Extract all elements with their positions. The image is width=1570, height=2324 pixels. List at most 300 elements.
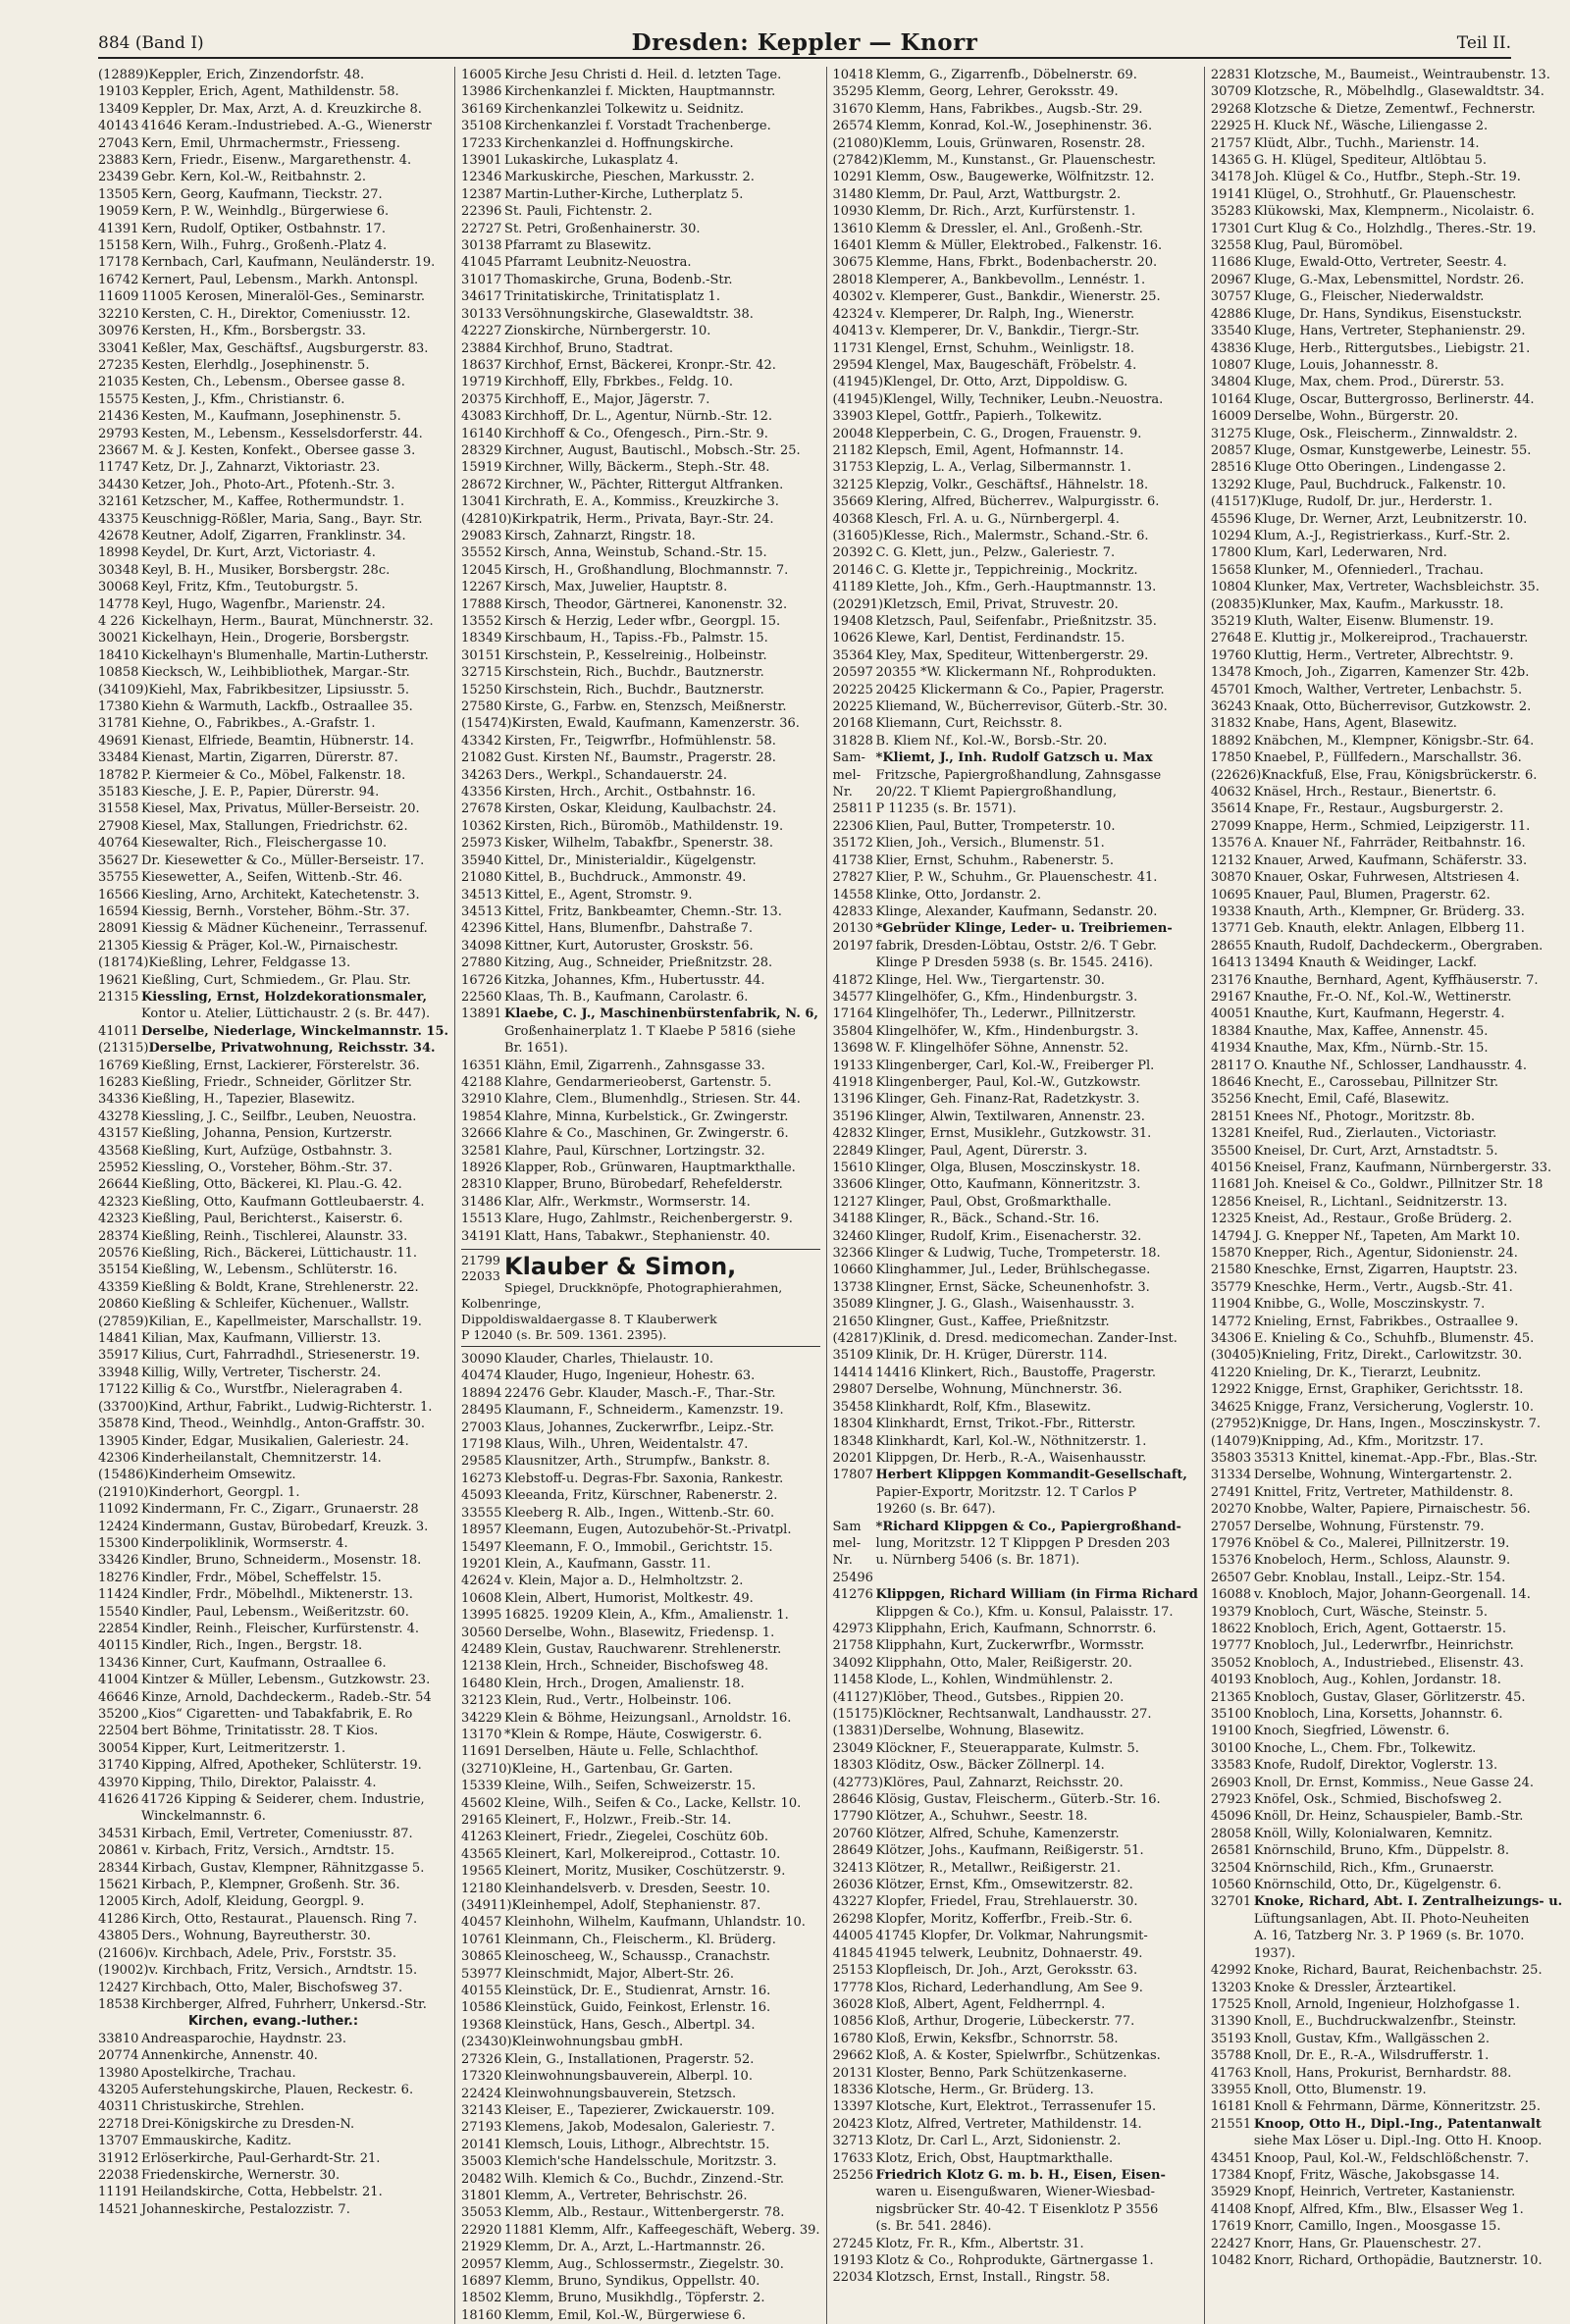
directory-entry <box>98 169 448 185</box>
entry-text: Kesten, J., Kfm., Christianstr. 6. <box>141 391 345 407</box>
entry-text: Klemm, Alb., Restaur., Wittenbergerstr. 78. <box>504 2205 785 2221</box>
entry-text: Kiehl, Max, Fabrikbesitzer, Lipsiusstr. 5. <box>148 682 409 697</box>
phone-number: 21182 <box>832 442 873 458</box>
phone-number: 35669 <box>832 494 873 510</box>
phone-number: 29585 <box>461 1454 502 1470</box>
entry-text: Knoke, Richard, Baurat, Reichenbachstr. 25. <box>1253 1963 1543 1979</box>
directory-entry <box>461 613 819 630</box>
phone-number: 29662 <box>832 2048 873 2064</box>
phone-number: 20857 <box>1210 442 1252 458</box>
entry-text: Kickelhayn, Hein., Drogerie, Borsbergstr. <box>141 631 410 646</box>
entry-text: 41646 Keram.-Industriebed. A.-G., Wienerstr <box>141 119 432 134</box>
entry-text: Knauthe, Fr.-O. Nf., Kol.-W., Wettinerstr. <box>1253 989 1512 1005</box>
directory-entry <box>1211 1484 1562 1501</box>
directory-entry <box>98 1416 448 1432</box>
phone-number: 21082 <box>461 750 502 766</box>
phone-number: 34306 <box>1210 1331 1252 1347</box>
entry-text: Kleinstück, Hans, Gesch., Albertpl. 34. <box>504 2017 756 2033</box>
phone-number: 31558 <box>98 801 139 817</box>
entry-text: Kesten, M., Lebensm., Kesselsdorferstr. 44. <box>141 426 423 441</box>
entry-text: Knieling, Ernst, Fabrikbes., Ostraallee 9. <box>1253 1314 1519 1329</box>
phone-number: 19854 <box>461 1109 502 1124</box>
directory-entry <box>98 2031 448 2047</box>
phone-number: 10807 <box>1210 357 1252 373</box>
phone-number: 35627 <box>98 852 139 868</box>
entry-text: Kiesling, Arno, Architekt, Katechetenstr. 3. <box>141 887 420 903</box>
phone-number: 46646 <box>98 1689 139 1705</box>
phone-number: 18782 <box>98 767 139 783</box>
phone-number: 20423 <box>832 2116 873 2132</box>
entry-text: Klemm, Bruno, Syndikus, Oppellstr. 40. <box>504 2273 760 2289</box>
directory-entry <box>1211 1450 1562 1467</box>
phone-number: 18410 <box>98 647 139 663</box>
directory-entry <box>1211 1194 1562 1211</box>
entry-text: Kontor u. Atelier, Lüttichaustr. 2 (s. Br. 447). <box>141 1007 431 1022</box>
entry-text: Kluge, Hans, Vertreter, Stephanienstr. 29. <box>1253 324 1526 339</box>
entry-text: Kießling, Rich., Bäckerei, Lüttichaustr. 11. <box>141 1246 418 1262</box>
phone-number: 40764 <box>98 836 139 852</box>
phone-number: 36169 <box>461 101 502 117</box>
directory-entry <box>461 1402 819 1419</box>
entry-text: Klötzer, Johs., Kaufmann, Reißigerstr. 51. <box>875 1843 1144 1859</box>
directory-entry <box>1211 1296 1562 1313</box>
entry-text: Kirsten, Rich., Büromöb., Mathildenstr. 19. <box>504 818 784 834</box>
directory-entry <box>98 869 448 886</box>
directory-entry <box>461 2256 819 2273</box>
entry-text: J. G. Knepper Nf., Tapeten, Am Markt 10. <box>1253 1228 1521 1244</box>
entry-text: Klingelhöfer, G., Kfm., Hindenburgstr. 3. <box>875 989 1138 1005</box>
entry-text: Klingelhöfer, W., Kfm., Hindenburgstr. 3. <box>875 1023 1139 1039</box>
directory-entry <box>1211 477 1562 493</box>
entry-text: Gebr. Knoblau, Install., Leipz.-Str. 154. <box>1253 1570 1506 1585</box>
phone-number: 21650 <box>832 1314 873 1329</box>
directory-entry <box>833 1365 1198 1381</box>
phone-number: 18349 <box>461 631 502 646</box>
directory-entry <box>1211 2201 1562 2218</box>
entry-text: Kleinmann, Ch., Fleischerm., Kl. Brüderg. <box>504 1932 776 1947</box>
entry-text: Knoll, E., Buchdruckwalzenfbr., Steinstr. <box>1253 2014 1517 2030</box>
phone-number: 19621 <box>98 972 139 988</box>
entry-text: Klier, Ernst, Schuhm., Rabenerstr. 5. <box>875 852 1115 868</box>
entry-text: Kliemand, W., Bücherrevisor, Güterb.-Str. 30. <box>875 699 1168 715</box>
directory-entry <box>98 1893 448 1910</box>
entry-text: Klinger, Ernst, Musiklehr., Gutzkowstr. 31. <box>875 1126 1152 1142</box>
directory-entry <box>1211 1706 1562 1723</box>
phone-number: 19103 <box>98 84 139 100</box>
directory-entry <box>1211 442 1562 459</box>
entry-text: Curt Klug & Co., Holzhdlg., Theres.-Str. 19. <box>1253 221 1537 236</box>
directory-entry <box>1211 562 1562 579</box>
directory-entry <box>461 852 819 869</box>
entry-text: Kirchrath, E. A., Kommiss., Kreuzkirche 3. <box>504 494 779 510</box>
phone-number: 35183 <box>98 785 139 800</box>
phone-number: 31390 <box>1210 2014 1252 2030</box>
phone-number: 34263 <box>461 767 502 783</box>
entry-text: v. Kirchbach, Adele, Priv., Forststr. 35. <box>148 1945 396 1961</box>
directory-entry <box>1211 1655 1562 1672</box>
phone-number: 20375 <box>461 391 502 407</box>
entry-text: Kliemann, Curt, Reichsstr. 8. <box>875 716 1063 732</box>
entry-text: Kluth, Walter, Eisenw. Blumenstr. 19. <box>1253 614 1494 629</box>
phone-number: 41263 <box>461 1830 502 1845</box>
phone-number: 41276 <box>832 1587 873 1603</box>
directory-entry <box>833 698 1198 715</box>
phone-number: 34336 <box>98 1092 139 1108</box>
directory-entry <box>833 1996 1198 2013</box>
directory-entry <box>98 2116 448 2133</box>
phone-number: 16088 <box>1210 1587 1252 1603</box>
entry-text: Kilian, Max, Kaufmann, Villierstr. 13. <box>141 1331 382 1347</box>
entry-text: Kipper, Kurt, Leitmeritzerstr. 1. <box>141 1740 346 1756</box>
directory-entry <box>1211 647 1562 664</box>
phone-number: 15610 <box>832 1161 873 1175</box>
entry-text: Kirsch, Max, Juwelier, Hauptstr. 8. <box>504 580 728 595</box>
entry-text: Klippgen, Dr. Herb., R.-A., Waisenhausstr. <box>875 1450 1147 1466</box>
phone-number: 20168 <box>832 716 873 732</box>
entry-text: Klapper, Bruno, Bürobedarf, Rehefelderstr. <box>504 1177 783 1193</box>
directory-entry <box>1211 1262 1562 1278</box>
directory-entry <box>833 306 1198 323</box>
phone-number: (15474) <box>461 716 512 732</box>
entry-text: Klipphahn, Otto, Maler, Reißigerstr. 20. <box>875 1655 1132 1671</box>
directory-entry <box>98 101 448 118</box>
phone-number: 40193 <box>1210 1673 1252 1688</box>
directory-entry <box>1211 221 1562 237</box>
entry-text: Knöll, Dr. Heinz, Schauspieler, Bamb.-Str. <box>1253 1809 1524 1825</box>
directory-entry <box>98 1791 448 1808</box>
directory-entry <box>833 1279 1198 1296</box>
phone-number: 28329 <box>461 442 502 458</box>
entry-text: Kluge, Herb., Rittergutsbes., Liebigstr. 21. <box>1253 340 1531 356</box>
phone-number: 21551 <box>1210 2116 1252 2132</box>
phone-number: 32701 <box>1210 1894 1252 1910</box>
directory-entry <box>833 1296 1198 1313</box>
directory-entry <box>461 682 819 698</box>
phone-number: 16140 <box>461 426 502 441</box>
directory-entry <box>833 1842 1198 1859</box>
entry-text: Knoll, Otto, Blumenstr. 19. <box>1253 2082 1427 2097</box>
directory-entry <box>461 357 819 374</box>
directory-entry <box>461 2034 819 2050</box>
directory-entry <box>1211 1109 1562 1125</box>
directory-entry <box>833 1399 1198 1416</box>
directory-entry <box>1211 989 1562 1006</box>
directory-entry <box>461 391 819 408</box>
directory-entry <box>1211 511 1562 528</box>
directory-entry <box>1211 1586 1562 1603</box>
directory-entry <box>98 528 448 544</box>
phone-number: 34625 <box>1210 1399 1252 1415</box>
directory-entry <box>98 511 448 528</box>
entry-text: Lukaskirche, Lukasplatz 4. <box>504 153 679 169</box>
entry-text: Kernert, Paul, Lebensm., Markh. Antonspl. <box>141 272 419 287</box>
phone-number: 22718 <box>98 2116 139 2132</box>
directory-entry <box>833 1740 1198 1757</box>
directory-entry <box>1211 1091 1562 1108</box>
entry-text: Klemsch, Louis, Lithogr., Albrechtstr. 15. <box>504 2137 770 2152</box>
entry-text: Kernbach, Carl, Kaufmann, Neuländerstr. 19. <box>141 255 436 271</box>
entry-text: A. Knauer Nf., Fahrräder, Reitbahnstr. 16. <box>1253 836 1526 852</box>
phone-number: 30865 <box>461 1949 502 1965</box>
directory-entry <box>98 938 448 955</box>
directory-entry <box>461 647 819 664</box>
directory-entry <box>98 2167 448 2184</box>
phone-number: 35929 <box>1210 2185 1252 2200</box>
phone-number: 17122 <box>98 1382 139 1398</box>
phone-number: 30090 <box>461 1352 502 1368</box>
phone-number: 15300 <box>98 1535 139 1551</box>
entry-text: Winckelmannstr. 6. <box>141 1809 266 1825</box>
phone-number: 35053 <box>461 2205 502 2221</box>
directory-entry <box>1211 1535 1562 1552</box>
phone-number: 10930 <box>832 204 873 220</box>
phone-number: 25952 <box>98 1161 139 1175</box>
entry-text: Kley, Max, Spediteur, Wittenbergerstr. 29. <box>875 647 1149 663</box>
directory-entry <box>98 1467 448 1483</box>
directory-entry <box>461 1074 819 1091</box>
phone-number: 19338 <box>1210 904 1252 919</box>
entry-text: Kirste, G., Farbw. en, Stenzsch, Meißnerstr. <box>504 699 787 715</box>
entry-text: Kirche Jesu Christi d. Heil. d. letzten Tage. <box>504 68 782 82</box>
phone-number: 32910 <box>461 1092 502 1108</box>
directory-entry <box>461 1573 819 1589</box>
entry-text: Klötzer, Alfred, Schuhe, Kamenzerstr. <box>875 1826 1120 1841</box>
directory-entry <box>98 186 448 203</box>
phone-number: 16742 <box>98 272 139 287</box>
phone-number: 27245 <box>832 2236 873 2251</box>
phone-number: (20835) <box>1210 596 1262 612</box>
directory-entry <box>461 1658 819 1675</box>
entry-text: Klingner, Gust., Kaffee, Prießnitzstr. <box>875 1314 1110 1329</box>
entry-text: Markuskirche, Pieschen, Markusstr. 2. <box>504 170 755 185</box>
directory-entry <box>98 1484 448 1501</box>
phone-number: 36028 <box>832 1996 873 2012</box>
directory-entry <box>461 1091 819 1108</box>
directory-entry <box>98 408 448 425</box>
phone-number: 35755 <box>98 870 139 886</box>
directory-entry <box>98 579 448 595</box>
entry-text: Kiessling, J. C., Seilfbr., Leuben, Neuostra. <box>141 1109 417 1124</box>
directory-entry <box>833 682 1198 698</box>
phone-number: 19141 <box>1210 186 1252 202</box>
directory-entry <box>461 2239 819 2255</box>
directory-entry <box>461 477 819 493</box>
phone-number: 17619 <box>1210 2219 1252 2235</box>
phone-number: 17976 <box>1210 1535 1252 1551</box>
entry-text: Kießling, Paul, Berichterst., Kaiserstr. 6. <box>141 1212 403 1227</box>
directory-entry <box>1211 1842 1562 1859</box>
phone-number: 10560 <box>1210 1878 1252 1893</box>
phone-number: 41738 <box>832 852 873 868</box>
entry-text: Kesten, Ch., Lebensm., Obersee gasse 8. <box>141 375 405 390</box>
directory-entry <box>461 101 819 118</box>
directory-entry <box>833 1176 1198 1193</box>
directory-entry <box>98 1279 448 1296</box>
phone-number: 34577 <box>832 989 873 1005</box>
directory-entry <box>461 152 819 169</box>
directory-entry <box>1211 852 1562 869</box>
entry-text: Knoop, Otto H., Dipl.-Ing., Patentanwalt <box>1253 2116 1542 2132</box>
directory-entry <box>1211 1757 1562 1774</box>
entry-text: Klösig, Gustav, Fleischerm., Güterb.-Str. 16. <box>875 1792 1161 1808</box>
directory-entry <box>98 1655 448 1672</box>
directory-entry <box>1211 203 1562 220</box>
phone-number: 43278 <box>98 1109 139 1124</box>
phone-number: 10856 <box>832 2014 873 2030</box>
entry-text: Kiessling, O., Vorsteher, Böhm.-Str. 37. <box>141 1161 392 1175</box>
directory-entry <box>98 118 448 134</box>
directory-entry <box>98 254 448 271</box>
directory-entry <box>98 1808 448 1825</box>
entry-text: Kießling & Schleifer, Küchenuer., Wallstr. <box>141 1297 410 1313</box>
directory-entry <box>98 357 448 374</box>
phone-number: 33555 <box>461 1505 502 1521</box>
directory-entry <box>1211 887 1562 904</box>
phone-number: 13707 <box>98 2134 139 2149</box>
phone-number: 23176 <box>1210 972 1252 988</box>
entry-text: Kern, Georg, Kaufmann, Tieckstr. 27. <box>141 186 383 202</box>
entry-text: Klien, Joh., Versich., Blumenstr. 51. <box>875 836 1105 852</box>
phone-number: 14794 <box>1210 1228 1252 1244</box>
phone-number: 20760 <box>832 1826 873 1841</box>
page-title: Dresden: Keppler — Knorr <box>631 29 978 56</box>
entry-text: Klinger, Paul, Agent, Dürerstr. 3. <box>875 1143 1088 1159</box>
phone-number: 15250 <box>461 682 502 697</box>
phone-number: 31670 <box>832 101 873 117</box>
phone-number: 21757 <box>1210 135 1252 151</box>
entry-text: Kirchbach, Otto, Maler, Bischofsweg 37. <box>141 1980 403 1995</box>
directory-entry <box>98 647 448 664</box>
phone-number: 35172 <box>832 836 873 852</box>
entry-text: Kneisel, R., Lichtanl., Seidnitzerstr. 13. <box>1253 1194 1508 1210</box>
phone-number: 10660 <box>832 1263 873 1278</box>
directory-entry <box>98 340 448 357</box>
phone-number: 23439 <box>98 170 139 185</box>
phone-number: 19719 <box>461 375 502 390</box>
phone-number: 19408 <box>832 614 873 629</box>
phone-number: 22831 <box>1210 68 1252 82</box>
entry-text: Klein & Böhme, Heizungsanl., Arnoldstr. 16. <box>504 1710 792 1726</box>
phone-number: 43083 <box>461 409 502 425</box>
entry-text: Derselbe, Privatwohnung, Reichsstr. 34. <box>148 1041 436 1057</box>
phone-number: 13986 <box>461 84 502 100</box>
directory-entry <box>833 254 1198 271</box>
directory-entry <box>1211 920 1562 937</box>
phone-number: (41945) <box>832 391 884 407</box>
directory-entry <box>461 2307 819 2324</box>
directory-entry <box>98 426 448 442</box>
directory-entry <box>461 630 819 646</box>
entry-text: 1937). <box>1253 1945 1296 1961</box>
entry-text: Klingner, Ernst, Säcke, Scheunenhofstr. 3. <box>875 1279 1150 1295</box>
entry-text: Kirsch & Herzig, Leder wfbr., Georgpl. 15. <box>504 614 781 629</box>
entry-text: Knoop, Paul, Kol.-W., Feldschlößchenstr. 7. <box>1253 2150 1530 2166</box>
directory-entry <box>833 1006 1198 1022</box>
phone-number: 28058 <box>1210 1826 1252 1841</box>
directory-entry <box>98 1570 448 1586</box>
page-number: 884 (Band I) <box>98 33 204 53</box>
phone-number: 35878 <box>98 1417 139 1432</box>
phone-number: (31605) <box>832 528 884 543</box>
directory-entry <box>833 2065 1198 2082</box>
entry-text: Klotz, Fr. R., Kfm., Albertstr. 31. <box>875 2236 1084 2251</box>
phone-number: 34513 <box>461 887 502 903</box>
phone-number: 35283 <box>1210 204 1252 220</box>
directory-entry <box>98 1211 448 1227</box>
directory-entry <box>461 511 819 528</box>
phone-number: 27880 <box>461 955 502 971</box>
directory-entry <box>833 1262 1198 1278</box>
phone-number: 13397 <box>832 2099 873 2115</box>
ad-phone-numbers <box>461 1253 504 1284</box>
phone-number: 30151 <box>461 647 502 663</box>
phone-number: 15919 <box>461 460 502 476</box>
directory-entry <box>1211 254 1562 271</box>
phone-number: 20131 <box>832 2065 873 2081</box>
entry-text: Klemm, Dr. Rich., Arzt, Kurfürstenstr. 1. <box>875 204 1136 220</box>
directory-entry <box>833 1058 1198 1074</box>
directory-entry <box>98 1689 448 1706</box>
phone-number: 17525 <box>1210 1996 1252 2012</box>
entry-text: Kirchhoff, Elly, Fbrkbes., Feldg. 10. <box>504 375 733 390</box>
entry-text: Kiessig & Mädner Kücheneinr., Terrassenuf. <box>141 921 428 937</box>
entry-text: Kloß, A. & Koster, Spielwrfbr., Schützenkas. <box>875 2048 1161 2064</box>
directory-entry <box>833 152 1198 169</box>
phone-number: 19133 <box>832 1058 873 1073</box>
directory-entry <box>833 2098 1198 2115</box>
entry-text: Klinger, R., Bäck., Schand.-Str. 16. <box>875 1212 1100 1227</box>
phone-number: 13738 <box>832 1279 873 1295</box>
directory-entry <box>98 1672 448 1688</box>
phone-number: 42227 <box>461 324 502 339</box>
entry-text: Klöckner, Rechtsanwalt, Landhausstr. 27. <box>883 1707 1152 1722</box>
directory-entry <box>1211 1433 1562 1450</box>
phone-number: 41004 <box>98 1673 139 1688</box>
directory-entry <box>461 2119 819 2136</box>
directory-entry <box>461 1846 819 1863</box>
phone-number: 20225 <box>832 682 873 697</box>
entry-text: Kirchhoff, Dr. L., Agentur, Nürnb.-Str. 12. <box>504 409 772 425</box>
directory-entry <box>98 1314 448 1330</box>
phone-number: 11092 <box>98 1502 139 1518</box>
phone-number: 29793 <box>98 426 139 441</box>
ad-line: Dippoldiswaldaergasse 8. T Klauberwerk <box>461 1312 717 1327</box>
directory-entry <box>1211 2133 1562 2149</box>
entry-text: Kleine, Wilh., Seifen, Schweizerstr. 15. <box>504 1779 757 1794</box>
phone-number: 19777 <box>1210 1638 1252 1654</box>
entry-text: Klug, Paul, Büromöbel. <box>1253 238 1403 254</box>
phone-number: 28672 <box>461 477 502 492</box>
directory-entry <box>833 1228 1198 1245</box>
directory-entry <box>1211 1689 1562 1706</box>
phone-number: Sam- <box>832 750 865 766</box>
directory-entry <box>1211 904 1562 920</box>
phone-number: 43970 <box>98 1775 139 1790</box>
entry-text: Thomaskirche, Gruna, Bodenb.-Str. <box>504 272 733 287</box>
ad-line: Spiegel, Druckknöpfe, Photographierahmen, Kolbenringe, <box>461 1280 783 1312</box>
directory-entry <box>833 1570 1198 1586</box>
entry-text: Knaebel, P., Füllfedern., Marschallstr. 36. <box>1253 750 1522 766</box>
entry-text: Kirchberger, Alfred, Fuhrherr, Unkersd.-Str. <box>141 1996 427 2012</box>
entry-text: Kisker, Wilhelm, Tabakfbr., Spenerstr. 38. <box>504 836 773 852</box>
entry-text: Kirsten, Fr., Teigwrfbr., Hofmühlenstr. 58. <box>504 733 776 749</box>
entry-text: Knoll & Fehrmann, Därme, Könneritzstr. 25. <box>1253 2099 1541 2115</box>
ad-line: P 12040 (s. Br. 509. 1361. 2395). <box>461 1327 667 1343</box>
entry-text: Klotzsche, M., Baumeist., Weintraubenstr. 13. <box>1253 68 1550 82</box>
phone-number: 16780 <box>832 2031 873 2046</box>
phone-number: 12346 <box>461 170 502 185</box>
entry-text: Knobeloch, Herm., Schloss, Alaunstr. 9. <box>1253 1553 1511 1569</box>
